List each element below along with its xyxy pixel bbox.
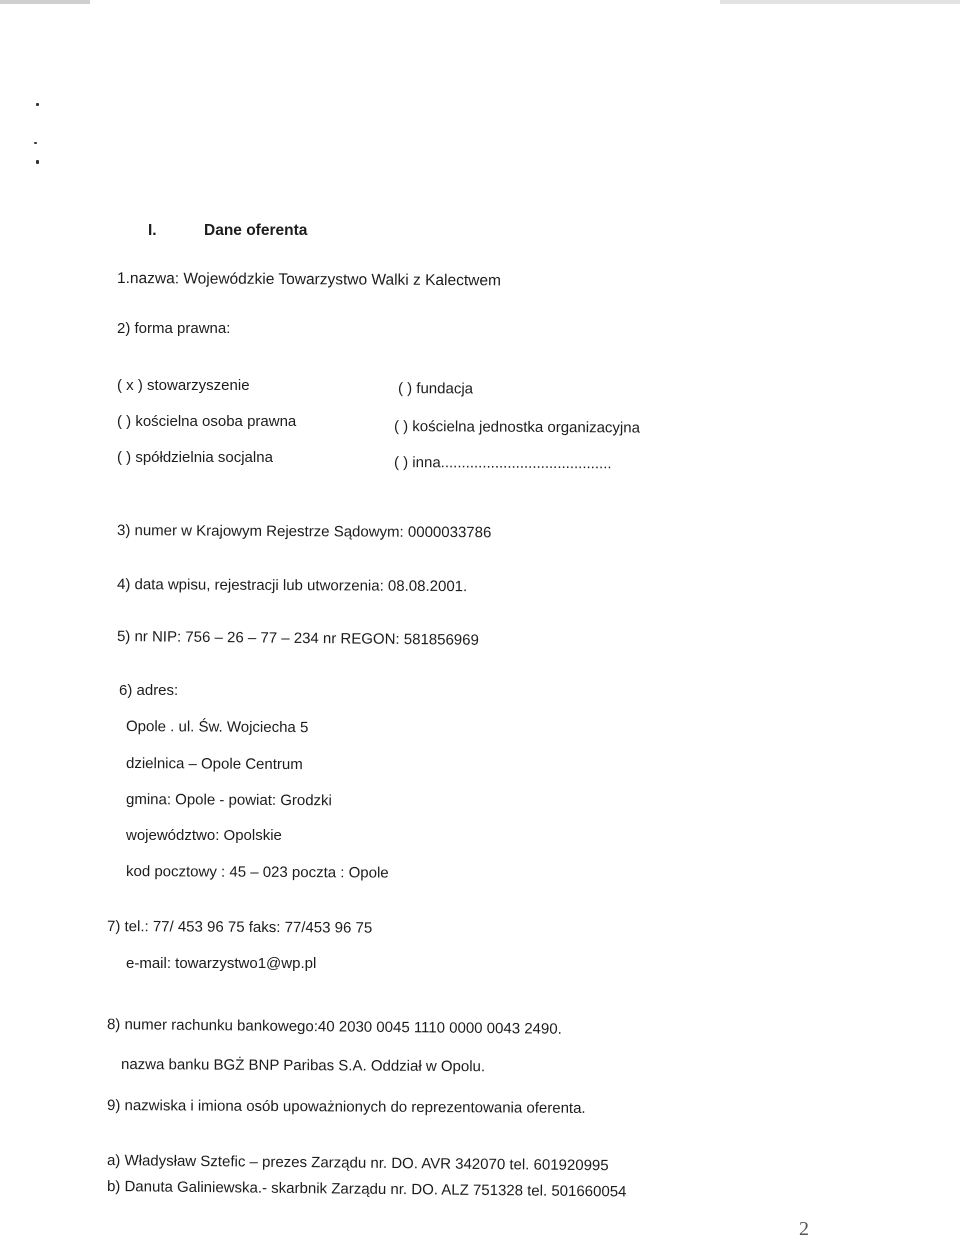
- legal-form-koscielna-jednostka: ( ) kościelna jednostka organizacyjna: [393, 418, 641, 437]
- representative-a: a) Władysław Sztefic – prezes Zarządu nr. DO. AVR 342070 tel. 601920995: [106, 1152, 609, 1175]
- email: e-mail: towarzystwo1@wp.pl: [126, 955, 317, 972]
- scan-edge: [0, 0, 90, 4]
- bank-name: nazwa banku BGŻ BNP Paribas S.A. Oddział w Opolu.: [120, 1056, 486, 1076]
- scan-speck: [36, 160, 39, 164]
- bank-account: 8) numer rachunku bankowego:40 2030 0045 1110 0000 0043 2490.: [106, 1016, 562, 1038]
- address-voivodeship: województwo: Opolskie: [126, 827, 282, 844]
- legal-form-label: 2) forma prawna:: [117, 320, 231, 337]
- offeror-name: 1.nazwa: Wojewódzkie Towarzystwo Walki z Kalectwem: [116, 270, 501, 290]
- representative-b: b) Danuta Galiniewska.- skarbnik Zarządu nr. DO. ALZ 751328 tel. 501660054: [106, 1178, 627, 1201]
- legal-form-inna: ( ) inna.........................................: [393, 454, 612, 473]
- nip-regon: 5) nr NIP: 756 – 26 – 77 – 234 nr REGON: 581856969: [116, 628, 479, 649]
- legal-form-koscielna-osoba: ( ) kościelna osoba prawna: [117, 413, 297, 430]
- legal-form-stowarzyszenie: ( x ) stowarzyszenie: [117, 377, 250, 394]
- registration-date: 4) data wpisu, rejestracji lub utworzenia: 08.08.2001.: [116, 576, 468, 596]
- section-title: Dane oferenta: [204, 222, 308, 239]
- address-district: dzielnica – Opole Centrum: [125, 755, 303, 774]
- phone-fax: 7) tel.: 77/ 453 96 75 faks: 77/453 96 75: [106, 918, 373, 937]
- address-municipality: gmina: Opole - powiat: Grodzki: [125, 791, 332, 810]
- legal-form-spoldzielnia: ( ) spółdzielnia socjalna: [117, 449, 273, 466]
- section-number: I.: [148, 222, 157, 239]
- krs-number: 3) numer w Krajowym Rejestrze Sądowym: 0000033786: [116, 522, 492, 542]
- scan-speck: [36, 103, 39, 106]
- address-street: Opole . ul. Św. Wojciecha 5: [125, 718, 309, 737]
- representatives-label: 9) nazwiska i imiona osób upoważnionych do reprezentowania oferenta.: [106, 1097, 586, 1117]
- legal-form-fundacja: ( ) fundacja: [397, 380, 474, 398]
- address-postal: kod pocztowy : 45 – 023 poczta : Opole: [125, 863, 389, 882]
- scan-edge: [720, 0, 960, 4]
- page-number: 2: [799, 1218, 809, 1240]
- address-label: 6) adres:: [119, 682, 179, 699]
- scan-speck: [34, 142, 37, 144]
